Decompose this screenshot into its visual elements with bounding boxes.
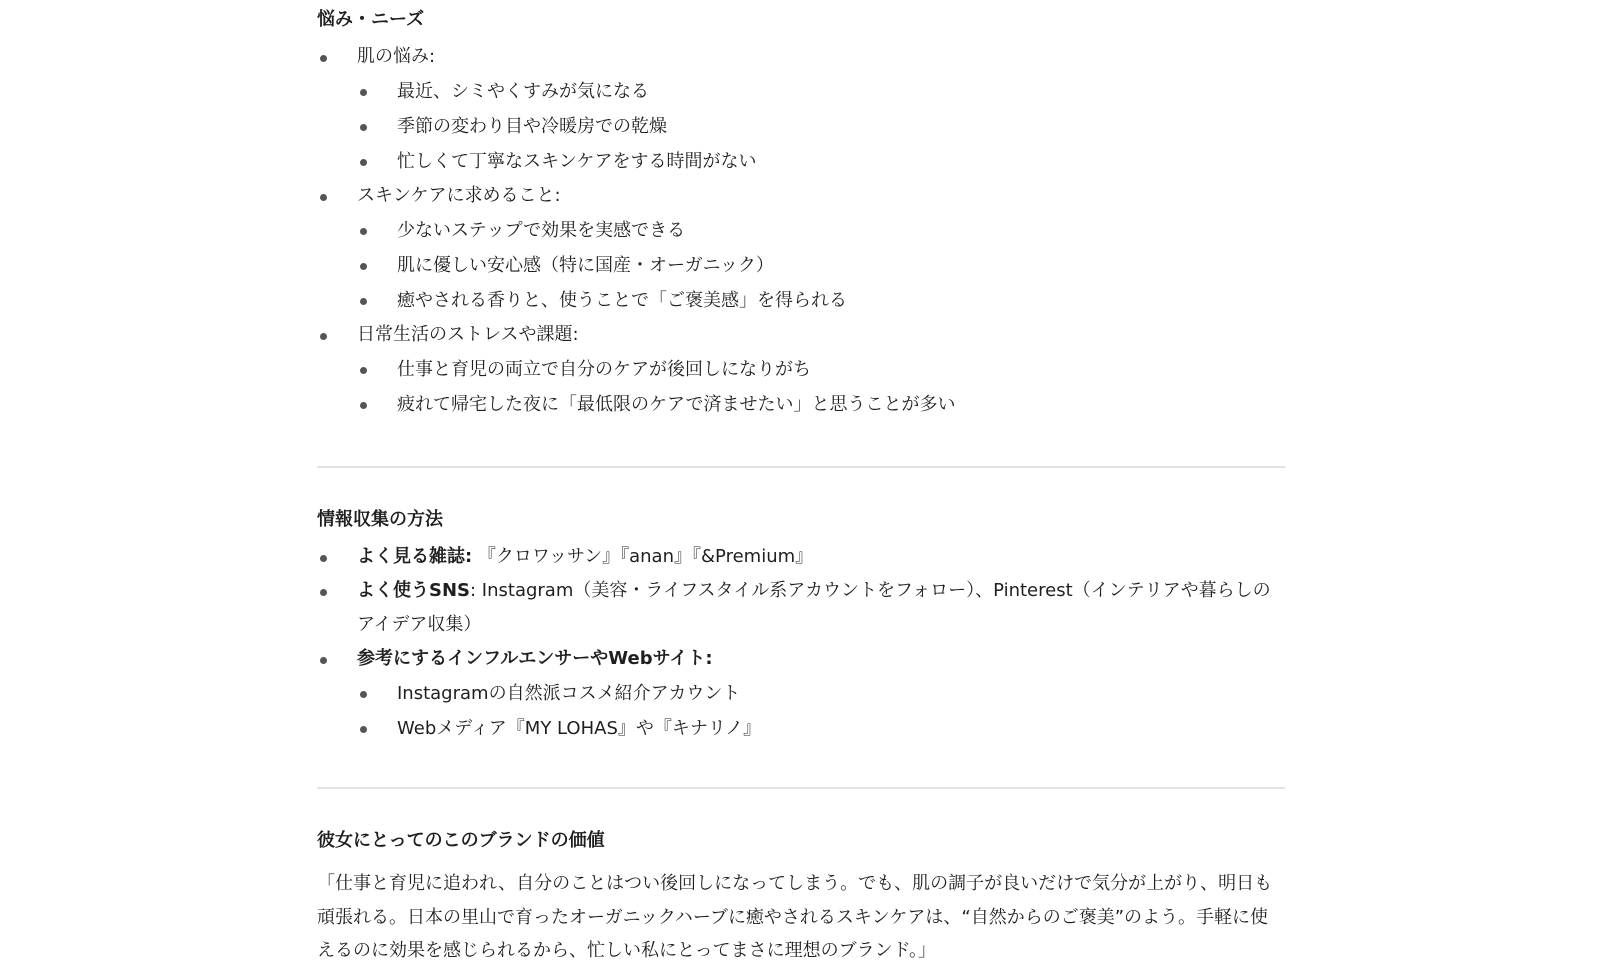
sub-list	[357, 676, 1285, 746]
list-item: Instagramの自然派コスメ紹介アカウント	[357, 676, 1285, 711]
list-item: 最近、シミやくすみが気になる	[357, 74, 1285, 109]
info-list	[317, 540, 1285, 746]
list-item-text: 『クロワッサン』『anan』『&Premium』	[472, 546, 814, 567]
list-item: 季節の変わり目や冷暖房での乾燥	[357, 109, 1285, 144]
divider	[317, 466, 1285, 468]
list-item	[317, 574, 1285, 642]
list-item	[317, 40, 1285, 179]
list-item	[317, 318, 1285, 422]
list-item	[317, 540, 1285, 574]
section-heading-info: 情報収集の方法	[317, 509, 443, 530]
list-item-label: スキンケアに求めること:	[357, 185, 561, 206]
list-item: Webメディア『MY LOHAS』や『キナリノ』	[357, 711, 1285, 746]
section-needs	[317, 8, 1285, 422]
list-item: 癒やされる香りと、使うことで「ご褒美感」を得られる	[357, 283, 1285, 318]
list-item-label: よく使うSNS	[357, 580, 470, 601]
list-item: 肌に優しい安心感（特に国産・オーガニック）	[357, 248, 1285, 283]
section-brand-value	[317, 829, 1285, 968]
list-item: 仕事と育児の両立で自分のケアが後回しになりがち	[357, 352, 1285, 387]
list-item-label: よく見る雑誌:	[357, 546, 473, 567]
sub-list	[357, 213, 1285, 318]
list-item-label: 肌の悩み:	[357, 46, 436, 67]
sub-list	[357, 352, 1285, 422]
list-item	[317, 179, 1285, 318]
list-item-text: : Instagram（美容・ライフスタイル系アカウントをフォロー）、Pinterest（インテリアや暮らしのアイデア収集）	[357, 580, 1271, 635]
sub-list	[357, 74, 1285, 179]
list-item: 疲れて帰宅した夜に「最低限のケアで済ませたい」と思うことが多い	[357, 387, 1285, 422]
list-item	[317, 642, 1285, 746]
section-heading-brand-value: 彼女にとってのこのブランドの価値	[317, 830, 605, 851]
needs-list	[317, 40, 1285, 422]
section-info-gathering	[317, 508, 1285, 746]
list-item-label: 参考にするインフルエンサーやWebサイト:	[357, 648, 713, 669]
brand-value-quote: 「仕事と育児に追われ、自分のことはつい後回しになってしまう。でも、肌の調子が良いだけで気分が上がり、明日も頑張れる。日本の里山で育ったオーガニックハーブに癒やされるスキンケアは、“自然からのご褒美”のよう。手軽に使えるのに効果を感じられるから、忙しい私にとってまさに理想のブランド。」	[317, 873, 1273, 961]
list-item: 忙しくて丁寧なスキンケアをする時間がない	[357, 144, 1285, 179]
list-item-label: 日常生活のストレスや課題:	[357, 324, 579, 345]
divider	[317, 787, 1285, 789]
list-item: 少ないステップで効果を実感できる	[357, 213, 1285, 248]
section-heading-needs: 悩み・ニーズ	[317, 9, 425, 30]
